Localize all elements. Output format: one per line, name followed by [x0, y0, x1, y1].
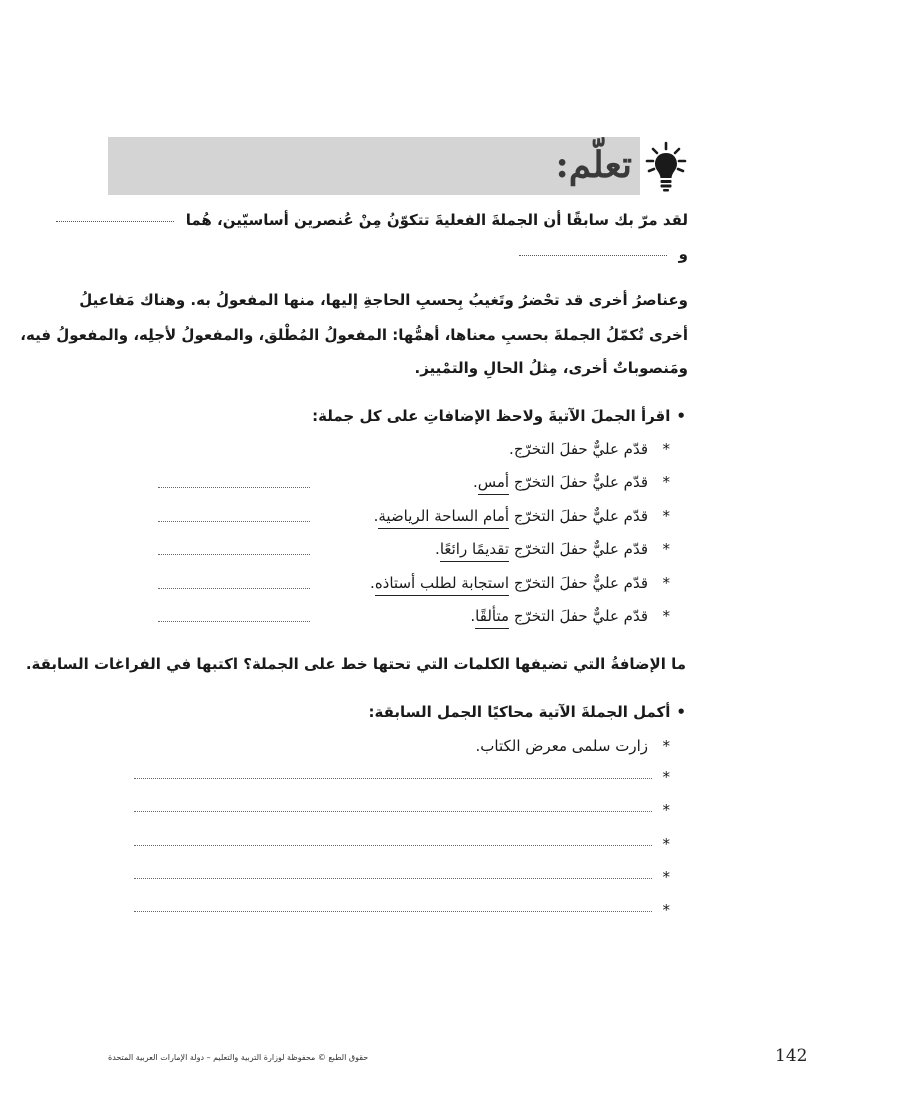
- bullet-icon: •: [676, 407, 686, 425]
- task2-instruction: [369, 703, 686, 721]
- paragraph-line-2: أخرى تُكمّلُ الجملةَ بحسبِ معناها، أهمُّها: المفعولُ المُطْلق، والمفعولُ لأجلِه، والمفعولُ فيه،: [20, 326, 688, 344]
- write-line[interactable]: [134, 901, 670, 921]
- write-blank[interactable]: [134, 878, 652, 879]
- example-sentence: زارت سلمى معرض الكتاب.: [475, 737, 648, 755]
- example-sentence: قدّم عليٌّ حفلَ التخرّج متألقًا.: [470, 607, 648, 625]
- star-icon: *: [662, 901, 670, 919]
- example-sentence: قدّم عليٌّ حفلَ التخرّج.: [509, 440, 648, 458]
- star-icon: *: [662, 768, 670, 786]
- star-icon: *: [662, 440, 670, 458]
- bullet-icon: •: [676, 703, 686, 721]
- underlined-addition: أمس: [478, 473, 509, 495]
- answer-blank[interactable]: [158, 621, 310, 622]
- example-row: [320, 473, 670, 501]
- star-icon: *: [662, 737, 670, 755]
- write-line[interactable]: [134, 868, 670, 888]
- blank-line[interactable]: [519, 254, 667, 256]
- page-title: تعلّم:: [555, 144, 632, 186]
- paragraph-line-3: ومَنصوباتٌ أخرى، مِثلُ الحالِ والتمْييز.: [414, 359, 688, 377]
- star-icon: *: [662, 574, 670, 592]
- star-icon: *: [662, 801, 670, 819]
- write-blank[interactable]: [134, 811, 652, 812]
- example-row: [320, 507, 670, 535]
- example-sentence: قدّم عليٌّ حفلَ التخرّج أمس.: [473, 473, 648, 491]
- example-sentence: قدّم عليٌّ حفلَ التخرّج تقديمًا رائعًا.: [435, 540, 648, 558]
- answer-blank[interactable]: [158, 521, 310, 522]
- star-icon: *: [662, 868, 670, 886]
- write-line[interactable]: [134, 801, 670, 821]
- write-line[interactable]: [134, 835, 670, 855]
- write-blank[interactable]: [134, 845, 652, 846]
- star-icon: *: [662, 835, 670, 853]
- underlined-addition: أمام الساحة الرياضية: [378, 507, 509, 529]
- copyright-note: حقوق الطبع © محفوظة لوزارة التربية والتعليم – دولة الإمارات العربية المتحدة: [108, 1053, 369, 1062]
- page-number: 142: [775, 1046, 808, 1066]
- answer-blank[interactable]: [158, 588, 310, 589]
- example-sentence: قدّم عليٌّ حفلَ التخرّج أمام الساحة الرياضية.: [374, 507, 648, 525]
- star-icon: *: [662, 473, 670, 491]
- write-blank[interactable]: [134, 778, 652, 779]
- example-sentence: قدّم عليٌّ حفلَ التخرّج استجابة لطلب أستاذه.: [370, 574, 648, 592]
- task1-instruction: [312, 407, 686, 425]
- task2-text: أكمل الجملةَ الآتية محاكيًا الجمل السابقة:: [368, 703, 671, 721]
- answer-blank[interactable]: [158, 487, 310, 488]
- example-row: [320, 574, 670, 602]
- star-icon: *: [662, 607, 670, 625]
- task1-text: اقرأ الجملَ الآتيةَ ولاحظ الإضافاتِ على كل جملة:: [312, 407, 671, 425]
- star-icon: *: [662, 540, 670, 558]
- lightbulb-icon: [645, 141, 687, 193]
- star-icon: *: [662, 507, 670, 525]
- example-base: [320, 440, 670, 468]
- blank-line[interactable]: [56, 220, 174, 222]
- example-base: [320, 737, 670, 765]
- answer-blank[interactable]: [158, 554, 310, 555]
- write-line[interactable]: [134, 768, 670, 788]
- underlined-addition: متألقًا: [475, 607, 509, 629]
- question-text: ما الإضافةُ التي تضيفها الكلمات التي تحتها خط على الجملة؟ اكتبها في الفراغات السابقة.: [25, 655, 686, 673]
- intro-text: لقد مرّ بك سابقًا أن الجملةَ الفعليةَ تتكوّنُ مِنْ عُنصرين أساسيّين، هُما: [185, 211, 688, 229]
- intro-and: و: [678, 245, 688, 263]
- underlined-addition: استجابة لطلب أستاذه: [375, 574, 509, 596]
- example-row: [320, 540, 670, 568]
- paragraph-line-1: وعناصرُ أخرى قد تحْضرُ وتَغيبُ بِحسبِ الحاجةِ إليها، منها المفعولُ به. وهناك مَفاعيلُ: [79, 291, 688, 309]
- example-row: [320, 607, 670, 635]
- intro-line-2: [519, 245, 688, 263]
- intro-line-1: [56, 211, 688, 229]
- underlined-addition: تقديمًا رائعًا: [440, 540, 509, 562]
- write-blank[interactable]: [134, 911, 652, 912]
